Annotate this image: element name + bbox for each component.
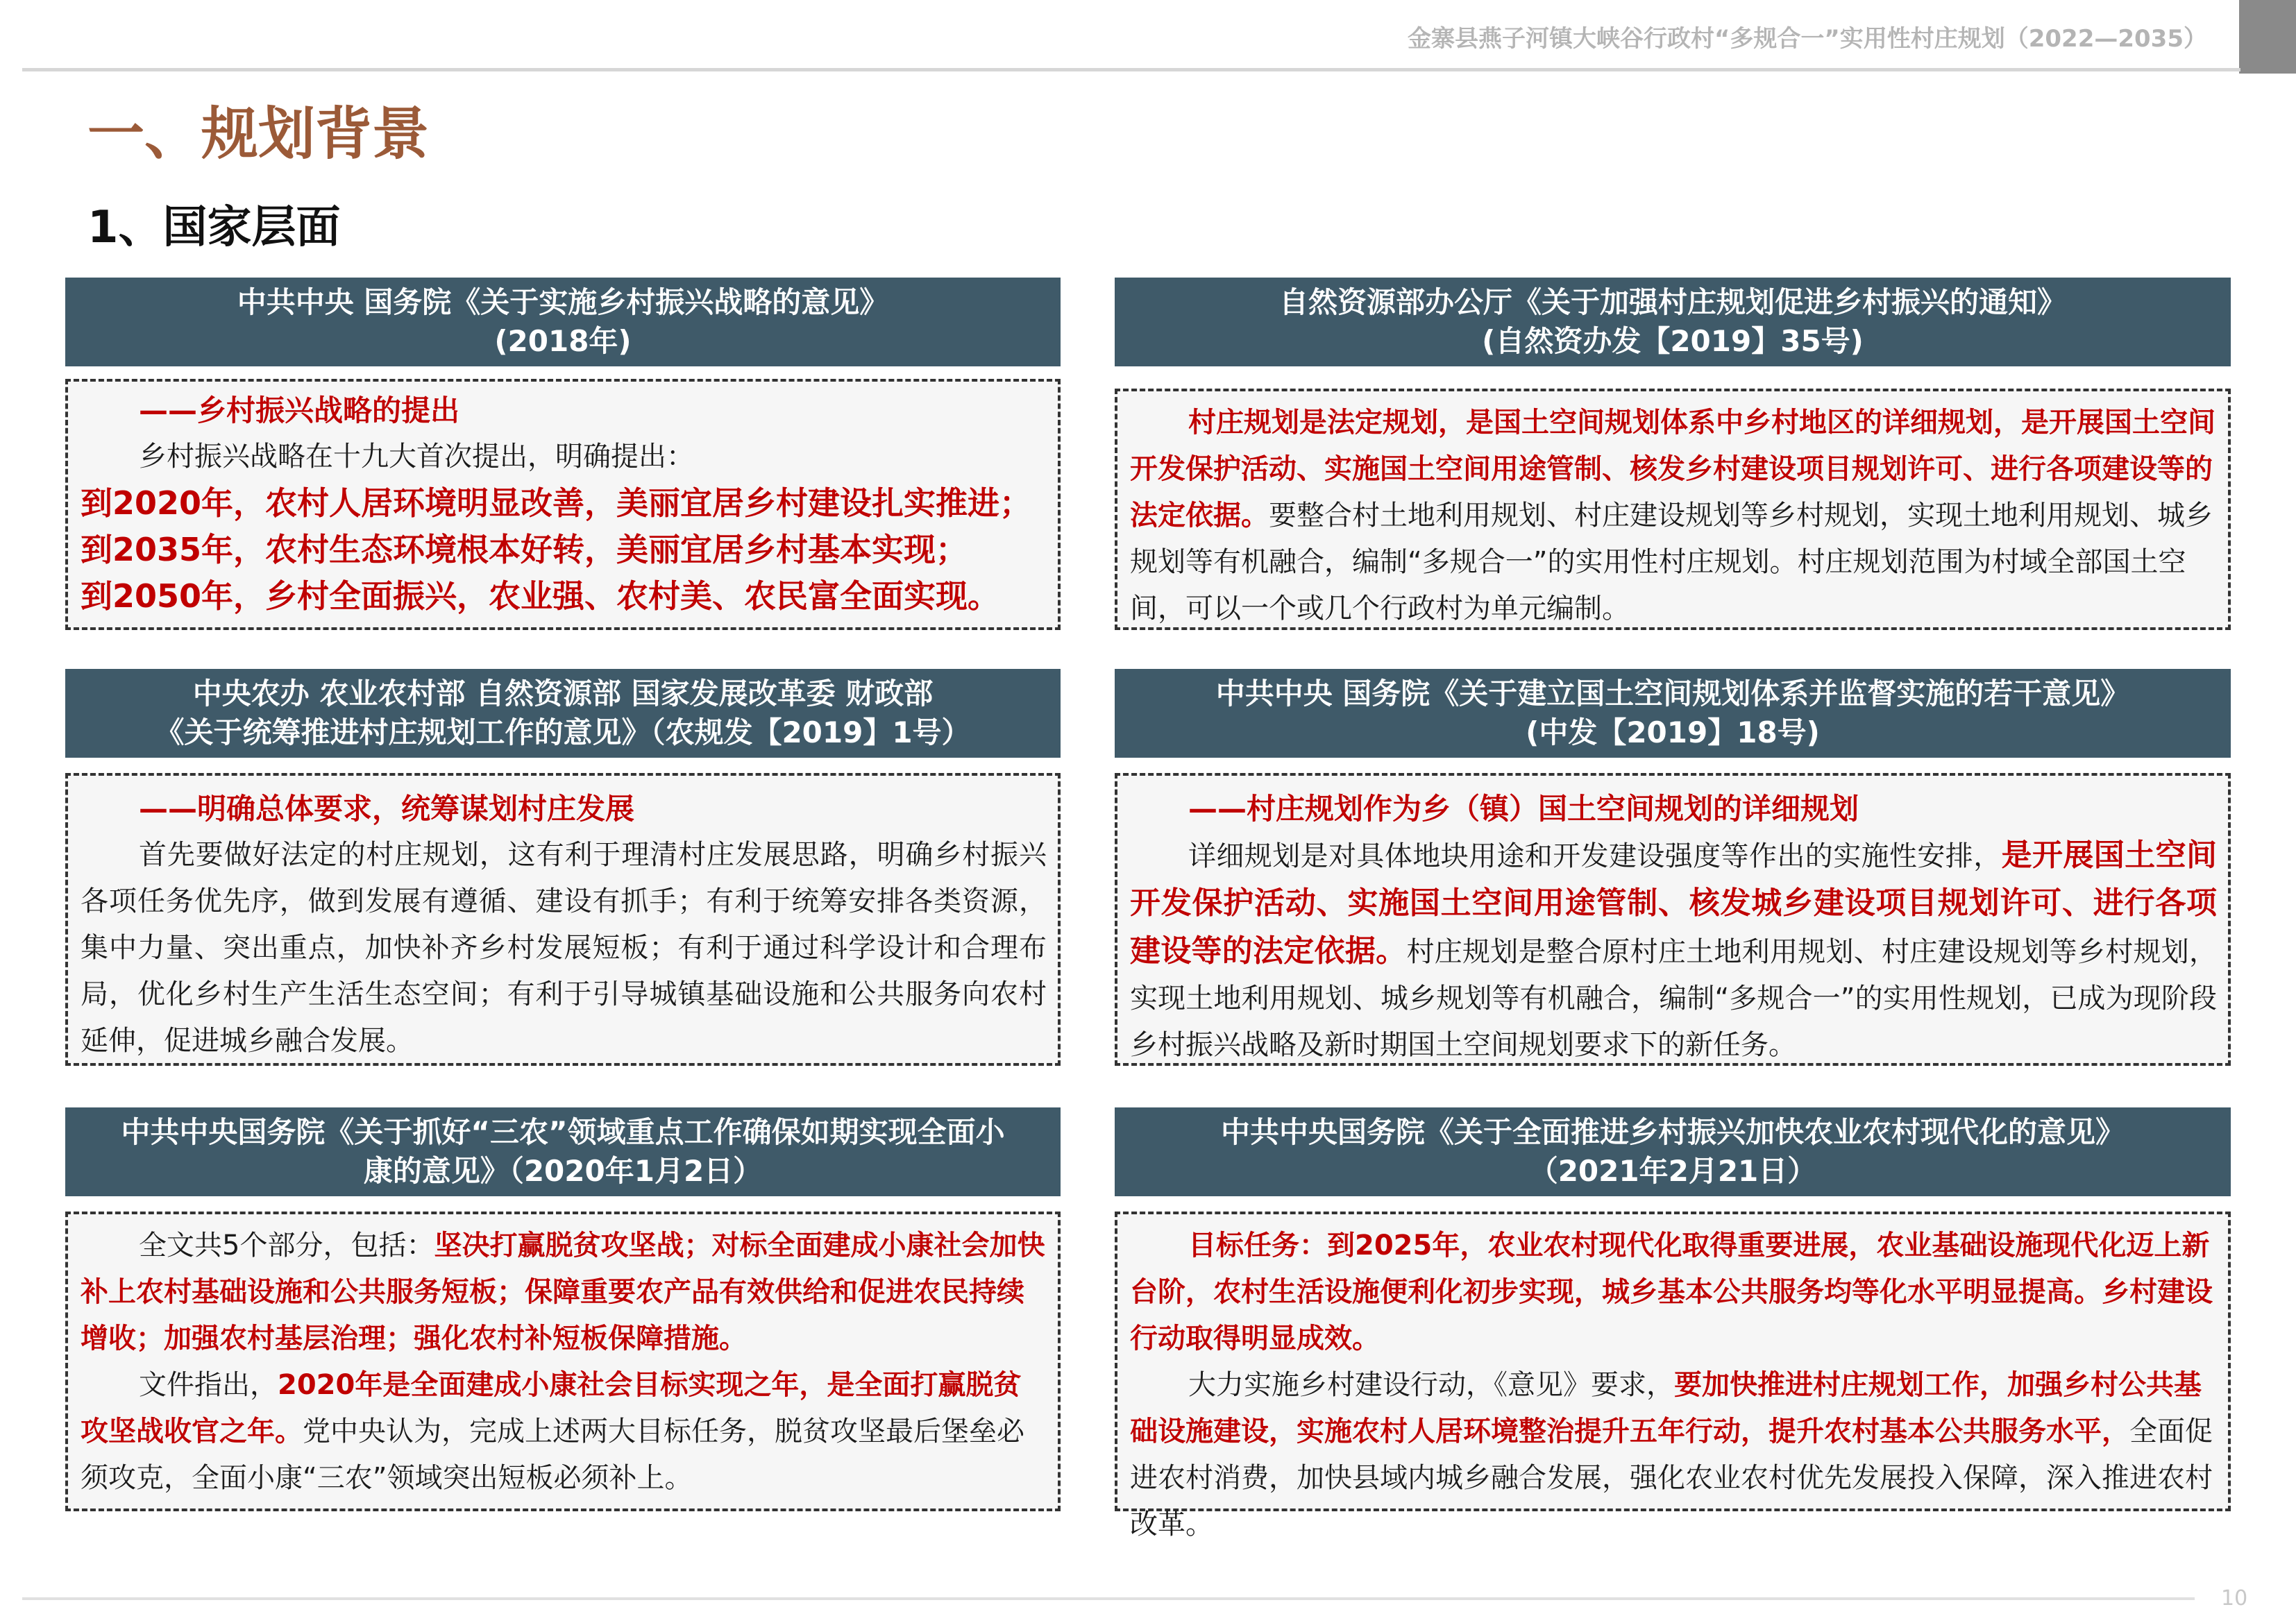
sub-title: 1、国家层面: [87, 202, 341, 253]
card-5-header-line-2: 康的意见》（2020年1月2日）: [363, 1154, 763, 1188]
card-2-header-line-2: (自然资办发【2019】35号): [1482, 324, 1864, 358]
card-1-subhead: ——乡村振兴战略的提出: [139, 393, 460, 427]
section-title: 一、规划背景: [87, 101, 430, 167]
card-5-body: [65, 1212, 1061, 1511]
card-6-body: [1115, 1212, 2231, 1540]
card-4-normal-text-2: 村庄规划是整合原村庄土地利用规划、村庄建设规划等乡村规划，实现土地利用规划、城乡规划等有机融合，编制“多规合一”的实用性规划，已成为现阶段乡村振兴战略及新时期国土空间规划要求下的新任务。: [1130, 936, 2218, 1061]
card-4-red-text: 是开展国土空间开发保护活动、实施国土空间用途管制、核发城乡建设项目规划许可、进行各项建设等的法定依据。: [1130, 838, 2218, 969]
card-5-header-line-1: 中共中央国务院《关于抓好“三农”领域重点工作确保如期实现全面小: [121, 1115, 1005, 1149]
card-1-header-line-2: (2018年): [494, 324, 632, 358]
card-6-paragraph-2: [1130, 1362, 2217, 1548]
card-1-body: [65, 379, 1061, 630]
card-3-header: [65, 669, 1061, 758]
card-1-goal-2020: 到2020年，农村人居环境明显改善，美丽宜居乡村建设扎实推进；: [81, 484, 1032, 522]
card-1-header-line-1: 中共中央 国务院《关于实施乡村振兴战略的意见》: [237, 285, 889, 319]
card-5-p2-red: 2020年是全面建成小康社会目标实现之年，是全面打赢脱贫攻坚战收官之年。: [81, 1369, 1022, 1447]
card-5-p2-normal-1: 文件指出，: [139, 1369, 278, 1401]
card-3-header-line-1: 中央农办 农业农村部 自然资源部 国家发展改革委 财政部: [192, 677, 934, 711]
card-6-header: [1115, 1107, 2231, 1196]
card-6-header-line-2: （2021年2月21日）: [1528, 1154, 1817, 1188]
card-5-paragraph-2: [81, 1362, 1047, 1502]
card-1-goal-2035: 到2035年，农村生态环境根本好转，美丽宜居乡村基本实现；: [81, 531, 968, 568]
header-accent-block: [2239, 0, 2296, 74]
card-6-p2-normal-1: 大力实施乡村建设行动，《意见》要求，: [1188, 1369, 1674, 1401]
card-1-goal-2050: 到2050年，乡村全面振兴，农业强、农村美、农民富全面实现。: [81, 577, 1000, 615]
card-6-p2-red: 要加快推进村庄规划工作，加强乡村公共基础设施建设，实施农村人居环境整治提升五年行动，提升农村基本公共服务水平，: [1130, 1369, 2202, 1447]
card-3-header-line-2: 《关于统筹推进村庄规划工作的意见》（农规发【2019】1号）: [155, 715, 971, 749]
card-6-p2-normal-2: 全面促进农村消费，加快县域内城乡融合发展，强化农业农村优先发展投入保障，深入推进农村改革。: [1130, 1416, 2213, 1540]
card-4-body: [1115, 773, 2231, 1066]
card-5-header: [65, 1107, 1061, 1196]
header-divider: [22, 68, 2240, 71]
card-5-p2-normal-2: 党中央认为，完成上述两大目标任务，脱贫攻坚最后堡垒必须攻克，全面小康“三农”领域突出短板必须补上。: [81, 1416, 1024, 1494]
card-1-header: [65, 278, 1061, 366]
card-5-p1-red: 坚决打赢脱贫攻坚战；对标全面建成小康社会加快补上农村基础设施和公共服务短板；保障重要农产品有效供给和促进农民持续增收；加强农村基层治理；强化农村补短板保障措施。: [81, 1230, 1045, 1354]
card-1-intro: 乡村振兴战略在十九大首次提出，明确提出：: [139, 441, 694, 473]
card-2-header-line-1: 自然资源部办公厅《关于加强村庄规划促进乡村振兴的通知》: [1278, 285, 2066, 319]
card-3-subhead: ——明确总体要求，统筹谋划村庄发展: [139, 792, 635, 826]
card-2-body: [1115, 389, 2231, 630]
footer-divider: [22, 1597, 2195, 1600]
page-number: 10: [2221, 1586, 2248, 1611]
card-2-header: [1115, 278, 2231, 366]
document-header-title: 金寨县燕子河镇大峡谷行政村“多规合一”实用性村庄规划（2022—2035）: [1408, 25, 2207, 53]
card-4-paragraph: [1130, 832, 2217, 1069]
card-4-header: [1115, 669, 2231, 758]
card-4-normal-text-1: 详细规划是对具体地块用途和开发建设强度等作出的实施性安排，: [1188, 840, 2002, 872]
card-4-subhead: ——村庄规划作为乡（镇）国土空间规划的详细规划: [1188, 792, 1859, 826]
card-4-header-line-2: (中发【2019】18号): [1526, 715, 1820, 749]
card-2-red-text: 村庄规划是法定规划，是国土空间规划体系中乡村地区的详细规划，是开展国土空间开发保护活动、实施国土空间用途管制、核发乡村建设项目规划许可、进行各项建设等的法定依据。: [1130, 407, 2215, 532]
card-6-paragraph-1: [1130, 1223, 2217, 1362]
card-6-header-line-1: 中共中央国务院《关于全面推进乡村振兴加快农业农村现代化的意见》: [1220, 1115, 2125, 1149]
card-5-p1-normal: 全文共5个部分，包括：: [139, 1230, 434, 1261]
card-3-paragraph: 首先要做好法定的村庄规划，这有利于理清村庄发展思路，明确乡村振兴各项任务优先序，做到发展有遵循、建设有抓手；有利于统筹安排各类资源，集中力量、突出重点，加快补齐乡村发展短板；有利于通过科学设计和合理布局，优化乡村生产生活生态空间；有利于引导城镇基础设施和公共服务向农村延伸，促进城乡融合发展。: [81, 839, 1047, 1057]
card-2-normal-text: 要整合村土地利用规划、村庄建设规划等乡村规划，实现土地利用规划、城乡规划等有机融合，编制“多规合一”的实用性村庄规划。村庄规划范围为村域全部国土空间，可以一个或几个行政村为单元编制。: [1130, 500, 2213, 624]
card-3-body: [65, 773, 1061, 1066]
card-2-paragraph: [1130, 400, 2217, 632]
card-5-paragraph-1: [81, 1223, 1047, 1362]
card-4-header-line-1: 中共中央 国务院《关于建立国土空间规划体系并监督实施的若干意见》: [1215, 677, 2130, 711]
card-6-p1-red: 目标任务：到2025年，农业农村现代化取得重要进展，农业基础设施现代化迈上新台阶，农村生活设施便利化初步实现，城乡基本公共服务均等化水平明显提高。乡村建设行动取得明显成效。: [1130, 1230, 2213, 1354]
